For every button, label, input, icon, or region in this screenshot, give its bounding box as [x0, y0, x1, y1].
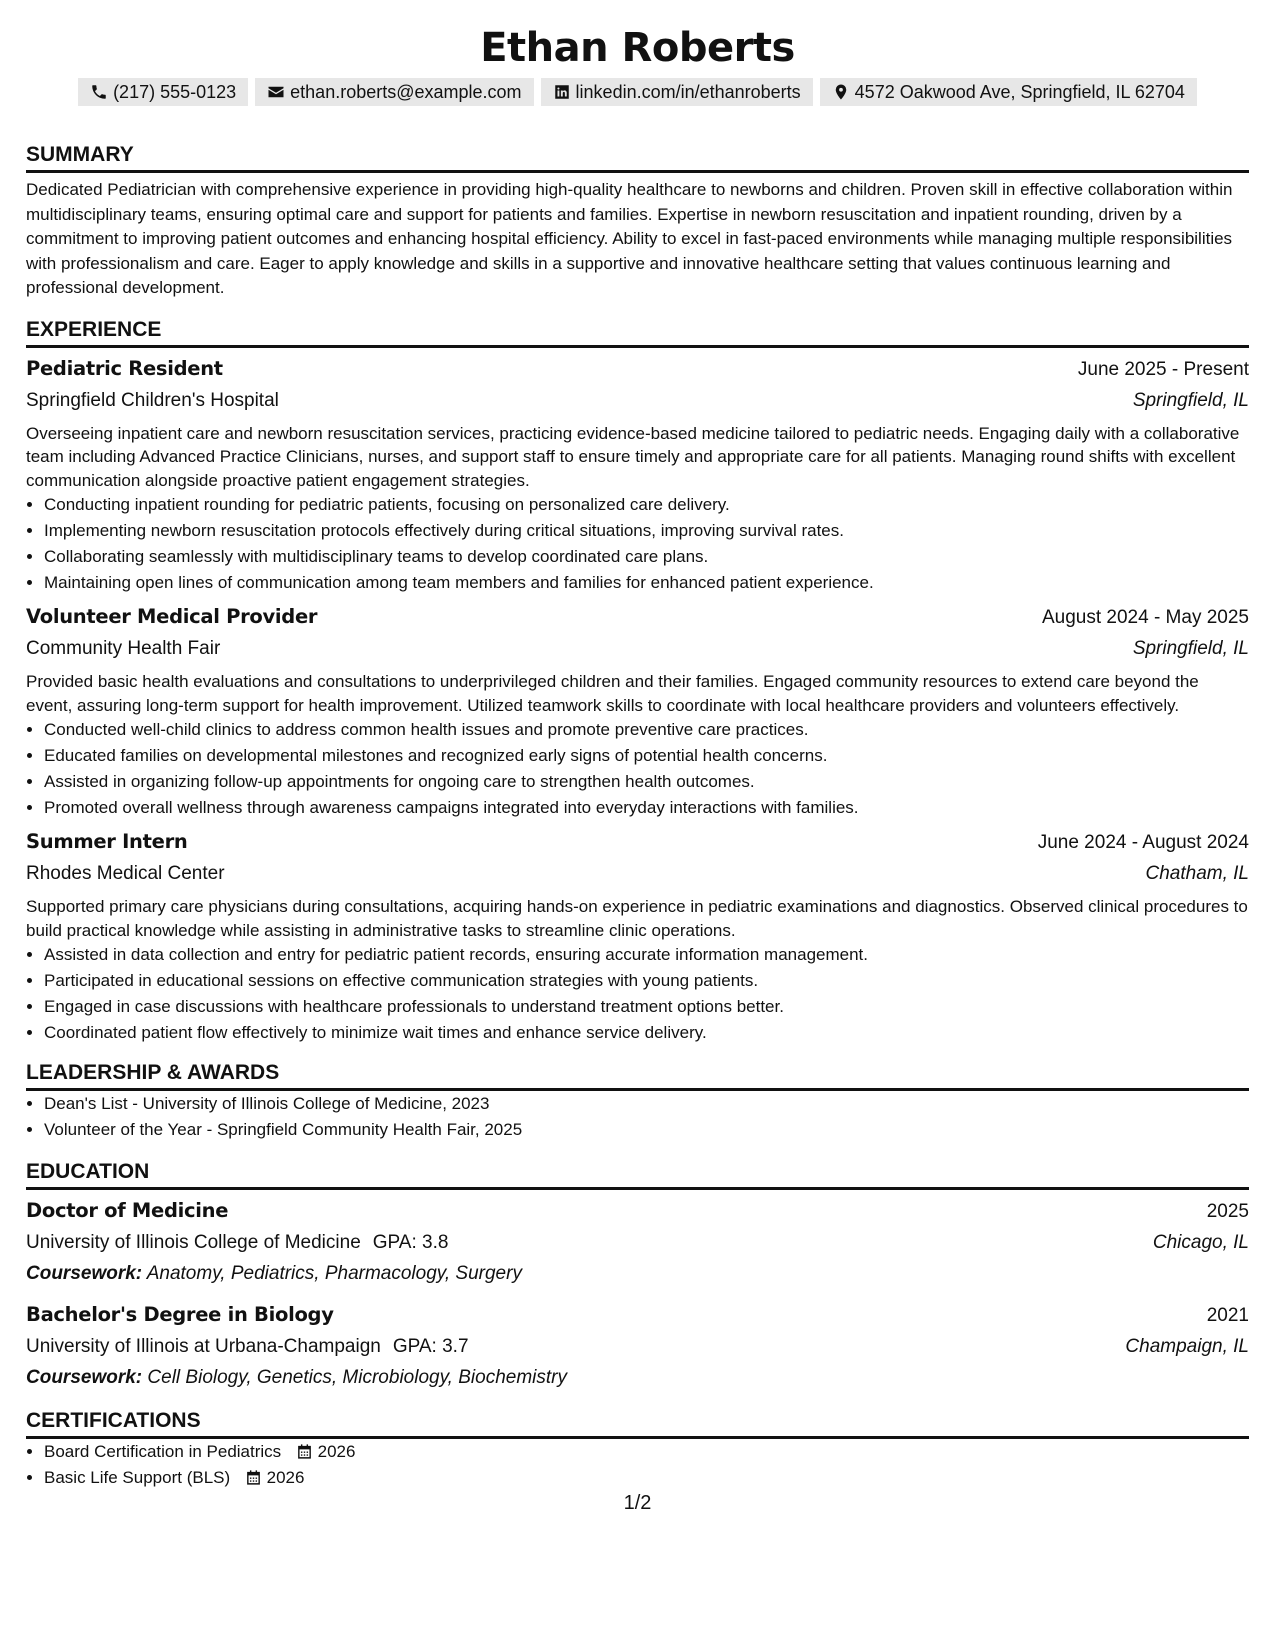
certifications-list	[26, 1439, 1249, 1491]
coursework	[26, 1258, 1249, 1290]
coursework-list: Cell Biology, Genetics, Microbiology, Biochemistry	[147, 1367, 567, 1388]
awards-list	[26, 1091, 1249, 1143]
job-location: Springfield, IL	[1132, 638, 1249, 659]
list-item: • Promoted overall wellness through awareness campaigns integrated into everyday interactions with families.	[44, 795, 1249, 821]
list-item: • Dean's List - University of Illinois College of Medicine, 2023	[44, 1091, 1249, 1117]
contact-email[interactable]	[255, 78, 533, 106]
section-title-leadership: LEADERSHIP & AWARDS	[26, 1060, 1249, 1091]
contact-bar	[26, 78, 1249, 106]
email-text: ethan.roberts@example.com	[290, 81, 522, 102]
gpa: GPA: 3.7	[392, 1336, 469, 1357]
education-entry	[26, 1196, 1249, 1290]
contact-address[interactable]	[820, 78, 1197, 106]
school-name: University of Illinois College of Medicine	[26, 1232, 361, 1253]
list-item: • Assisted in data collection and entry for pediatric patient records, ensuring accurate information management.	[44, 942, 1249, 968]
list-item: • Assisted in organizing follow-up appointments for ongoing care to strengthen health outcomes.	[44, 769, 1249, 795]
candidate-name: Ethan Roberts	[480, 25, 795, 71]
section-title-education: EDUCATION	[26, 1159, 1249, 1190]
school-name: University of Illinois at Urbana-Champaign	[26, 1336, 381, 1357]
coursework-label: Coursework:	[26, 1367, 143, 1388]
job-dates: August 2024 - May 2025	[1041, 607, 1249, 628]
school-location: Champaign, IL	[1125, 1336, 1249, 1357]
job-role: Volunteer Medical Provider	[26, 605, 318, 628]
job-description: Supported primary care physicians during consultations, acquiring hands-on experience in pediatric examinations and diagnostics. Observed clinical procedures to build practical knowledge while assisting in administrative tasks to streamline clinic operations.	[26, 897, 1248, 940]
education-entry	[26, 1300, 1249, 1394]
school-line	[26, 1331, 469, 1362]
job-company: Community Health Fair	[26, 638, 221, 659]
school-line	[26, 1227, 448, 1258]
calendar-icon	[296, 1443, 313, 1460]
job-entry	[26, 602, 1249, 821]
gpa: GPA: 3.8	[372, 1232, 449, 1253]
linkedin-icon	[553, 83, 571, 101]
coursework-label: Coursework:	[26, 1263, 143, 1284]
list-item: • Educated families on developmental milestones and recognized early signs of potential health concerns.	[44, 743, 1249, 769]
graduation-year: 2021	[1206, 1305, 1249, 1326]
section-title-certifications: CERTIFICATIONS	[26, 1408, 1249, 1439]
summary-text: Dedicated Pediatrician with comprehensive experience in providing high-quality healthcare to newborns and children. Proven skill in effective collaboration within multidisciplinary teams, ensuring optimal care and support for patients and families. Expertise in newborn resuscitation and inpatient rounding, driven by a commitment to improving patient outcomes and enhancing hospital efficiency. Ability to excel in fast-paced environments while managing multiple responsibilities with professionalism and care. Eager to apply knowledge and skills in a supportive and innovative healthcare setting that values continuous learning and professional development.	[26, 180, 1233, 297]
job-description: Provided basic health evaluations and consultations to underprivileged children and their families. Engaged community resources to extend care beyond the event, assuring long-term support for health improvement. Utilized teamwork skills to coordinate with local healthcare providers and volunteers effectively.	[26, 672, 1199, 715]
calendar-icon	[245, 1469, 262, 1486]
address-text: 4572 Oakwood Ave, Springfield, IL 62704	[854, 81, 1185, 102]
job-dates: June 2025 - Present	[1077, 358, 1249, 380]
phone-icon	[90, 83, 108, 101]
resume-page	[26, 0, 1249, 1491]
list-item: • Participated in educational sessions on effective communication strategies with young patients.	[44, 968, 1249, 994]
map-pin-icon	[832, 83, 850, 101]
list-item: • Conducting inpatient rounding for pediatric patients, focusing on personalized care delivery.	[44, 492, 1249, 518]
job-location: Springfield, IL	[1132, 389, 1249, 411]
job-company: Rhodes Medical Center	[26, 863, 225, 884]
linkedin-text: linkedin.com/in/ethanroberts	[575, 81, 801, 102]
list-item: • Conducted well-child clinics to address common health issues and promote preventive care practices.	[44, 717, 1249, 743]
list-item: • Volunteer of the Year - Springfield Community Health Fair, 2025	[44, 1117, 1249, 1143]
certification-year: 2026	[266, 1468, 305, 1487]
list-item	[44, 1465, 1249, 1491]
graduation-year: 2025	[1206, 1201, 1249, 1222]
job-company: Springfield Children's Hospital	[26, 389, 279, 411]
list-item: • Coordinated patient flow effectively to minimize wait times and enhance service delivery.	[44, 1020, 1249, 1046]
degree: Bachelor's Degree in Biology	[26, 1303, 334, 1326]
contact-phone[interactable]	[78, 78, 248, 106]
degree: Doctor of Medicine	[26, 1199, 229, 1222]
certification-year: 2026	[317, 1442, 356, 1461]
job-entry	[26, 354, 1249, 597]
list-item: • Engaged in case discussions with healthcare professionals to understand treatment options better.	[44, 994, 1249, 1020]
coursework-list: Anatomy, Pediatrics, Pharmacology, Surgery	[146, 1263, 522, 1284]
envelope-icon	[267, 83, 285, 101]
job-description: Overseeing inpatient care and newborn resuscitation services, practicing evidence-based medicine tailored to pediatric needs. Engaging daily with a collaborative team including Advanced Practice Clinicians, nurses, and support staff to ensure timely and appropriate care for all patients. Managing round shifts with excellent communication alongside proactive patient engagement strategies.	[26, 423, 1240, 490]
job-entry	[26, 827, 1249, 1046]
section-title-experience: EXPERIENCE	[26, 317, 1249, 348]
contact-linkedin[interactable]	[541, 78, 813, 106]
school-location: Chicago, IL	[1152, 1232, 1249, 1253]
section-title-summary: SUMMARY	[26, 142, 1249, 173]
job-bullets	[26, 942, 1249, 1046]
job-bullets	[26, 492, 1249, 596]
list-item	[44, 1439, 1249, 1465]
certification-name: Board Certification in Pediatrics	[44, 1442, 282, 1461]
job-dates: June 2024 - August 2024	[1037, 832, 1249, 853]
phone-text: (217) 555-0123	[113, 81, 237, 102]
list-item: • Maintaining open lines of communication among team members and families for enhanced patient experience.	[44, 570, 1249, 596]
job-bullets	[26, 717, 1249, 821]
job-role: Pediatric Resident	[26, 356, 223, 380]
coursework	[26, 1362, 1249, 1394]
list-item: • Collaborating seamlessly with multidisciplinary teams to develop coordinated care plans.	[44, 544, 1249, 570]
job-location: Chatham, IL	[1145, 863, 1249, 884]
certification-name: Basic Life Support (BLS)	[44, 1468, 231, 1487]
page-indicator: 1/2	[623, 1492, 652, 1514]
list-item: • Implementing newborn resuscitation protocols effectively during critical situations, improving survival rates.	[44, 518, 1249, 544]
job-role: Summer Intern	[26, 830, 188, 853]
